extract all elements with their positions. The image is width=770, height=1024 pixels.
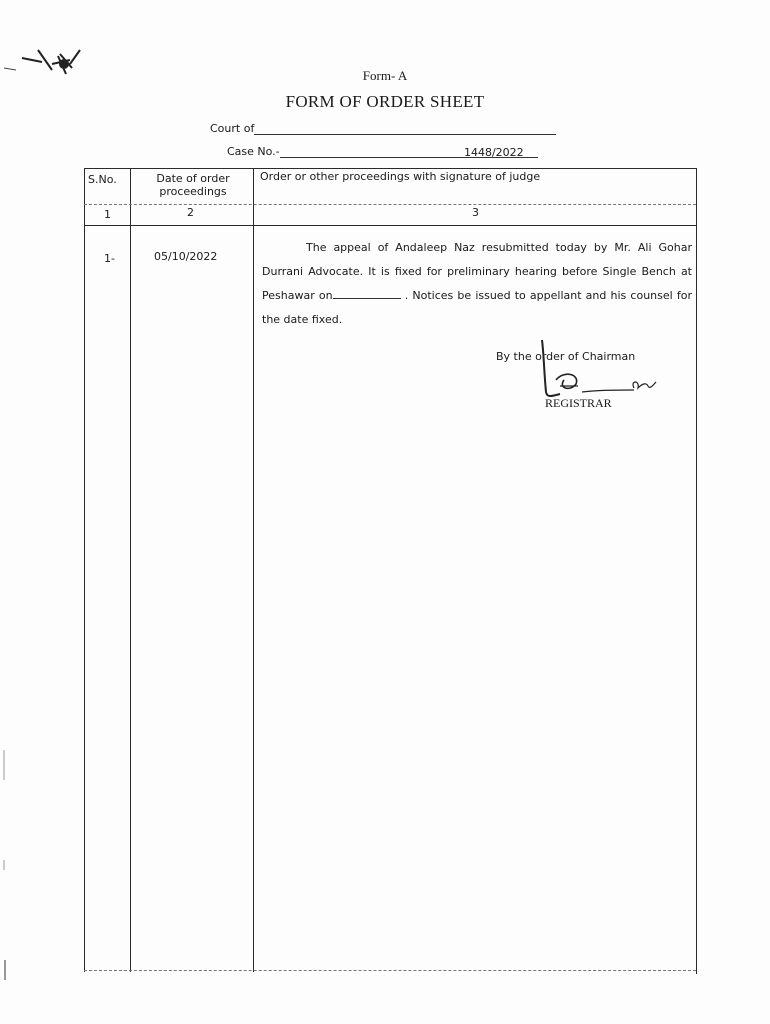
header-date — [134, 172, 252, 198]
case-field — [227, 145, 538, 158]
header-order: Order or other proceedings with signature of judge — [260, 170, 541, 183]
table-border-right — [696, 168, 697, 974]
form-label: Form- A — [362, 68, 408, 83]
table-border-top — [84, 168, 696, 169]
hearing-date-blank — [333, 288, 401, 299]
table-border-bottom — [84, 970, 696, 971]
row-1-order-text — [262, 236, 692, 332]
column-number-1: 1 — [104, 208, 111, 221]
case-label: Case No.- — [227, 145, 280, 158]
header-date-line1: Date of order — [156, 172, 230, 185]
court-blank — [254, 123, 556, 135]
case-number-line — [280, 146, 538, 158]
order-text-part2: . Notices be issued to appellant and his counsel for the date fixed. — [262, 289, 692, 326]
row-1-date: 05/10/2022 — [154, 250, 218, 263]
header-date-line2: proceedings — [159, 185, 227, 198]
case-number: 1448/2022 — [463, 146, 524, 159]
court-label: Court of — [210, 122, 255, 135]
column-number-3: 3 — [472, 206, 479, 219]
table-numbers-divider — [84, 225, 696, 226]
scan-artifact-mark — [0, 40, 100, 130]
court-field — [210, 122, 556, 135]
by-order-text: By the order of Chairman — [496, 350, 636, 363]
row-1-sno: 1- — [104, 252, 115, 265]
order-text-part1: The appeal of Andaleep Naz resubmitted today by Mr. Ali Gohar Durrani Advocate. It is fixed for preliminary hearing before Single Bench at Peshawar on — [262, 241, 692, 302]
table-divider-1 — [130, 168, 131, 972]
page-title: FORM OF ORDER SHEET — [285, 92, 485, 111]
column-number-2: 2 — [187, 206, 194, 219]
table-border-left — [84, 168, 85, 972]
table-header-divider — [84, 204, 696, 205]
header-sno: S.No. — [88, 173, 117, 186]
scan-margin-marks — [0, 740, 12, 1000]
registrar-title: REGISTRAR — [545, 396, 612, 410]
table-divider-2 — [253, 168, 254, 972]
